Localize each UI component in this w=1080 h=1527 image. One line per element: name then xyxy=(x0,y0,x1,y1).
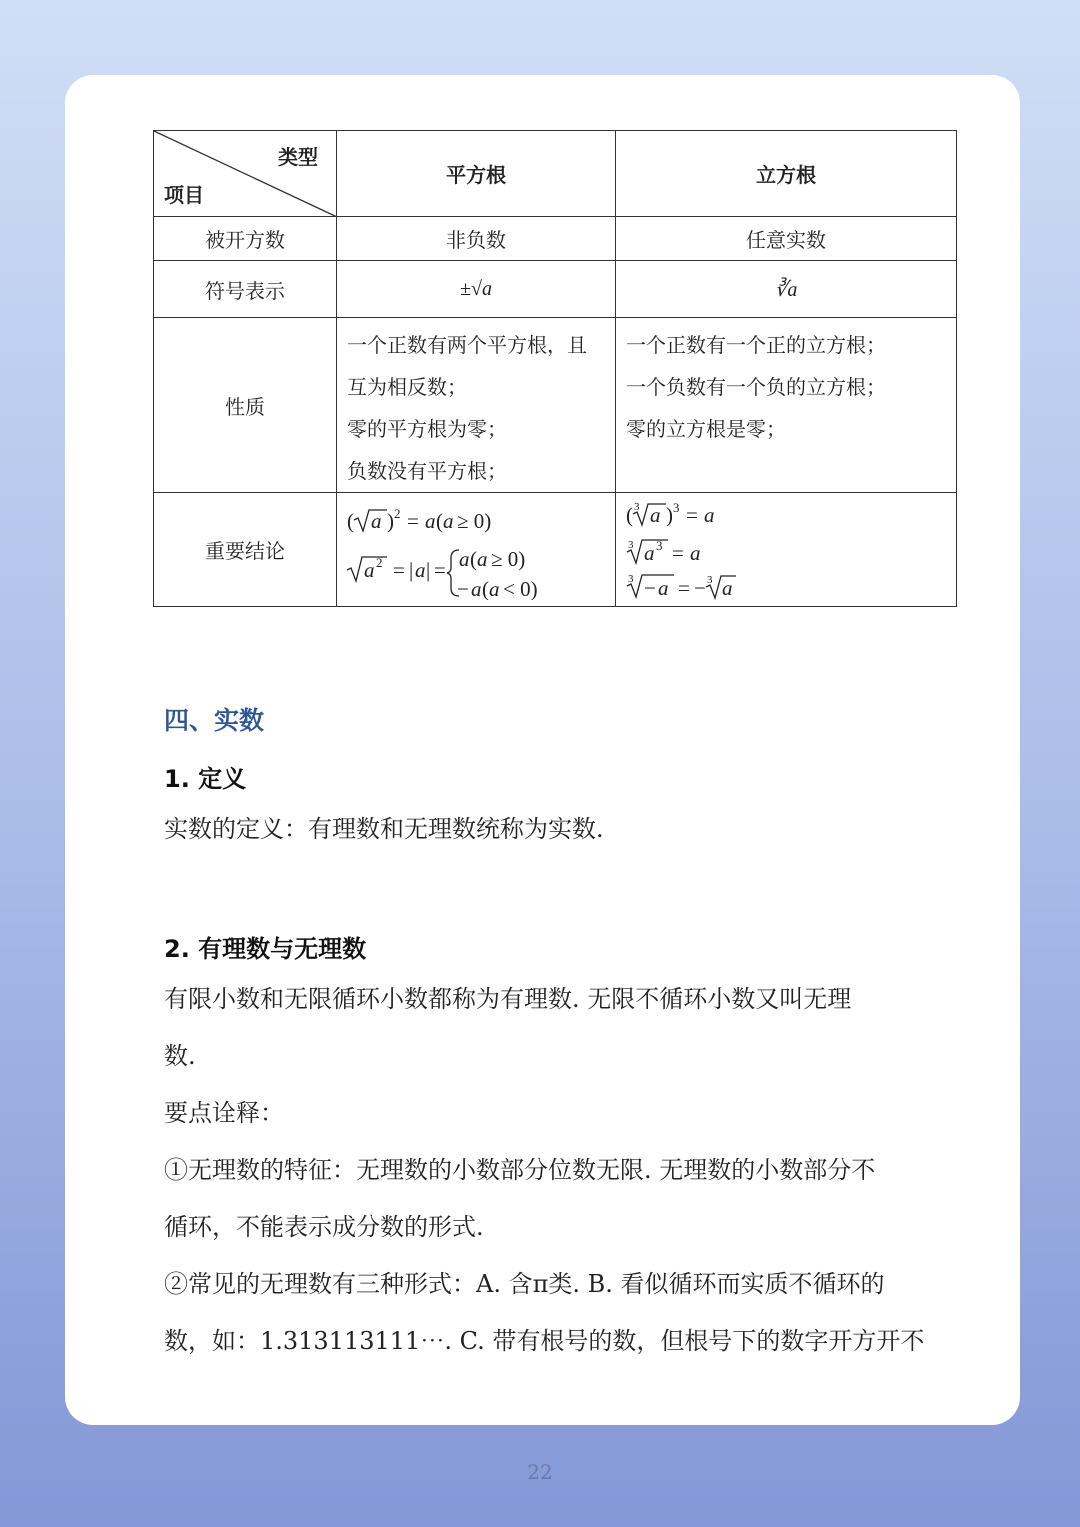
table-row xyxy=(154,318,957,493)
svg-text:−: − xyxy=(457,576,469,600)
svg-text:=: = xyxy=(393,557,405,582)
corner-item-label: 项目 xyxy=(164,183,204,207)
body-paragraph xyxy=(164,971,924,1370)
svg-text:): ) xyxy=(666,502,673,527)
conclusion-cube xyxy=(616,493,957,607)
definition-title: 1. 定义 xyxy=(164,765,247,793)
svg-text:a: a xyxy=(704,502,715,527)
body-line: ①无理数的特征：无理数的小数部分位数无限. 无理数的小数部分不 xyxy=(164,1156,876,1184)
body-line: 循环，不能表示成分数的形式. xyxy=(164,1213,484,1241)
svg-text:(: ( xyxy=(482,576,489,600)
body-line: 数，如：1.313113111⋯. C. 带有根号的数，但根号下的数字开方开不 xyxy=(164,1327,925,1355)
property-cube xyxy=(616,318,957,493)
page-number: 22 xyxy=(527,1460,553,1484)
definition-text: 实数的定义：有理数和无理数统称为实数. xyxy=(164,815,604,843)
body-line: 有限小数和无限循环小数都称为有理数. 无限不循环小数又叫无理 xyxy=(164,985,852,1013)
radicand-square: 非负数 xyxy=(337,217,616,261)
svg-text:a: a xyxy=(459,546,470,571)
conclusion-square-formulas xyxy=(347,500,607,600)
svg-text:3: 3 xyxy=(628,538,634,551)
table-header-row xyxy=(154,131,957,217)
content-card xyxy=(65,75,1020,1425)
svg-text:a: a xyxy=(371,508,382,533)
row-label-conclusion: 重要结论 xyxy=(154,493,337,607)
row-label-symbol: 符号表示 xyxy=(154,261,337,318)
header-cube-root: 立方根 xyxy=(616,131,957,217)
svg-text:=: = xyxy=(686,502,698,527)
svg-text:|: | xyxy=(426,557,431,582)
body-line: 要点诠释： xyxy=(164,1099,284,1127)
svg-text:a: a xyxy=(489,576,500,600)
svg-text:a: a xyxy=(415,557,426,582)
svg-text:3: 3 xyxy=(656,537,663,553)
svg-text:=: = xyxy=(678,575,690,600)
svg-text:3: 3 xyxy=(628,572,634,585)
svg-text:(: ( xyxy=(470,546,477,571)
property-square-line: 一个正数有两个平方根，且 xyxy=(347,333,587,357)
table-row xyxy=(154,261,957,318)
conclusion-square xyxy=(337,493,616,607)
radicand-cube: 任意实数 xyxy=(616,217,957,261)
symbol-cube: ∛a xyxy=(616,261,957,318)
svg-text:|: | xyxy=(409,557,414,582)
svg-text:=: = xyxy=(407,508,419,533)
corner-type-label: 类型 xyxy=(278,145,318,169)
svg-text:−: − xyxy=(694,575,706,600)
svg-text:=: = xyxy=(434,557,446,582)
comparison-table xyxy=(153,130,957,607)
property-square-line: 互为相反数； xyxy=(347,375,467,399)
property-cube-line: 零的立方根是零； xyxy=(626,417,786,441)
svg-text:≥ 0): ≥ 0) xyxy=(491,546,526,571)
table-row xyxy=(154,217,957,261)
svg-text:): ) xyxy=(387,508,394,533)
svg-text:2: 2 xyxy=(376,554,383,570)
svg-text:−: − xyxy=(644,575,656,600)
property-square-line: 零的平方根为零； xyxy=(347,417,507,441)
svg-text:a: a xyxy=(690,540,701,565)
corner-cell xyxy=(154,131,337,217)
svg-text:3: 3 xyxy=(673,499,680,515)
property-cube-line: 一个正数有一个正的立方根； xyxy=(626,333,886,357)
svg-text:< 0): < 0) xyxy=(503,576,538,600)
svg-text:a: a xyxy=(650,502,661,527)
svg-text:(: ( xyxy=(436,508,443,533)
section-title: 四、实数 xyxy=(164,706,265,735)
symbol-square: ±√a xyxy=(337,261,616,318)
row-label-property: 性质 xyxy=(154,318,337,493)
svg-text:a: a xyxy=(722,575,733,600)
svg-text:a: a xyxy=(658,575,669,600)
header-square-root: 平方根 xyxy=(337,131,616,217)
svg-text:=: = xyxy=(672,540,684,565)
rational-irrational-title: 2. 有理数与无理数 xyxy=(164,935,367,963)
property-square xyxy=(337,318,616,493)
svg-text:(: ( xyxy=(347,508,354,533)
svg-text:a: a xyxy=(425,508,436,533)
svg-text:2: 2 xyxy=(394,505,401,521)
property-square-line: 负数没有平方根； xyxy=(347,459,507,483)
row-label-radicand: 被开方数 xyxy=(154,217,337,261)
table-row xyxy=(154,493,957,607)
conclusion-cube-formulas xyxy=(626,496,826,604)
svg-text:a: a xyxy=(477,546,488,571)
svg-text:≥ 0): ≥ 0) xyxy=(457,508,492,533)
svg-text:3: 3 xyxy=(634,500,640,513)
svg-text:a: a xyxy=(364,557,375,582)
svg-text:3: 3 xyxy=(707,573,713,586)
svg-text:a: a xyxy=(471,576,482,600)
body-line: 数. xyxy=(164,1042,196,1070)
body-line: ②常见的无理数有三种形式：A. 含π类. B. 看似循环而实质不循环的 xyxy=(164,1270,885,1298)
svg-text:a: a xyxy=(644,540,655,565)
svg-text:a: a xyxy=(443,508,454,533)
svg-text:(: ( xyxy=(626,502,633,527)
property-cube-line: 一个负数有一个负的立方根； xyxy=(626,375,886,399)
